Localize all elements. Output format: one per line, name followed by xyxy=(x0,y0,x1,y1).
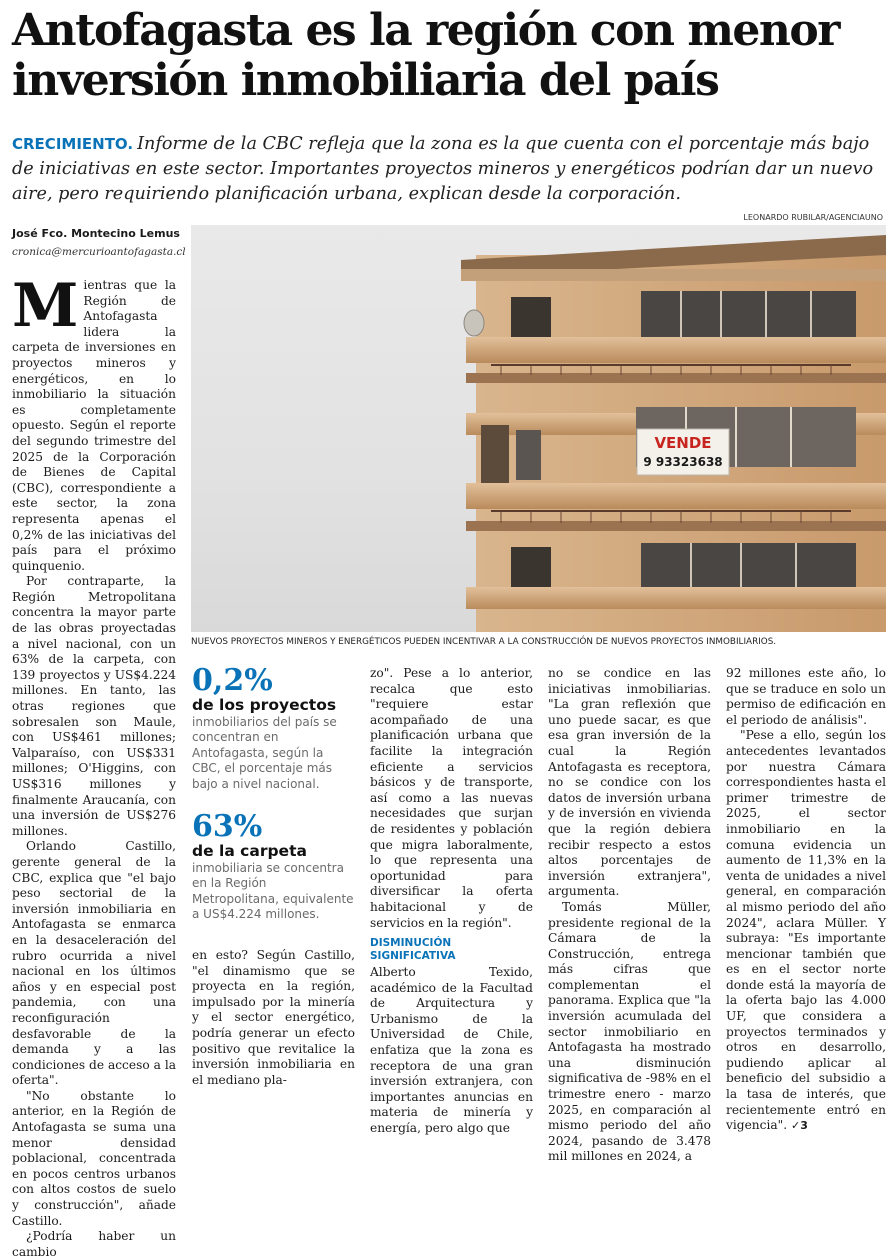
body-column-4 xyxy=(548,666,711,1165)
body-paragraph: no se condice en las iniciativas inmobiliarias. "La gran reflexión que uno puede sacar, es que esa gran inversión de la cual la Región Antofagasta es receptora, no se condice con los datos de inversión urbana y de inversión en vivienda que la región debiera recibir respecto a estos altos porcentajes de inversión extranjera", argumenta. xyxy=(548,666,711,899)
body-paragraph: Alberto Texido, académico de la Facultad de Arquitectura y Urbanismo de la Universidad de Chile, enfatiza que la zona es receptora de una gran inversión extranjera, con importantes anuncias en materia de minería y energía, pero algo que xyxy=(370,965,533,1136)
stat-box-63-percent xyxy=(192,810,355,923)
subhead: DISMINUCIÓN SIGNIFICATIVA xyxy=(370,937,456,963)
byline-author: José Fco. Montecino Lemus xyxy=(12,227,180,240)
headline xyxy=(12,6,882,106)
body-column-5 xyxy=(726,666,886,1134)
body-paragraph: Tomás Müller, presidente regional de la Cámara de la Construcción, entrega más cifras que complementan el panorama. Explica que "la inversión acumulada del sector inmobiliario en Antofagasta ha mostrado una disminución significativa de -98% en el trimestre enero - marzo 2025, en comparación al mismo periodo del año 2024, pasando de 3.478 mil millones en 2024, a xyxy=(548,899,711,1164)
body-paragraph: en esto? Según Castillo, "el dinamismo que se proyecta en la región, impulsado por la minería y el sector energético, podría generar un efecto positivo que revitalice la inversión inmobiliaria en el mediano pla- xyxy=(192,948,355,1087)
stat-value: 0,2% xyxy=(192,663,273,698)
body-paragraph: ¿Podría haber un cambio xyxy=(12,1229,176,1259)
stat-text: de los proyectos inmobiliarios del país se concentran en Antofagasta, según la CBC, el porcentaje más bajo a nivel nacional. xyxy=(192,696,337,791)
body-paragraph: zo". Pese a lo anterior, recalca que esto "requiere estar acompañado de una planificación urbana que facilite la integración eficiente a servicios básicos y de transporte, así como a las nuevas necesidades que surjan de residentes y población que migra laboralmente, lo que representa una oportunidad para diversificar la oferta habitacional y de servicios en la región". xyxy=(370,666,533,930)
dropcap: M xyxy=(12,271,79,341)
photo-caption: NUEVOS PROYECTOS MINEROS Y ENERGÉTICOS PUEDEN INCENTIVAR A LA CONSTRUCCIÓN DE NUEVOS PROYECTOS INMOBILIARIOS. xyxy=(191,637,777,647)
dek-kicker: CRECIMIENTO. xyxy=(12,135,134,153)
body-column-3 xyxy=(370,666,533,1137)
dek-text: Informe de la CBC refleja que la zona es la que cuenta con el porcentaje más bajo de iniciativas en este sector. Importantes proyectos mineros y energéticos podrían dar un nuevo aire, pero requiriendo planificación urbana, explican desde la corporación. xyxy=(12,134,874,204)
byline-email[interactable]: cronica@mercurioantofagasta.cl xyxy=(12,246,186,258)
body-paragraph: "No obstante lo anterior, en la Región de Antofagasta se suma una menor densidad poblacional, concentrada en pocos centros urbanos con altos costos de suelo y construcción", añade Castillo. xyxy=(12,1088,176,1228)
end-mark-icon: ✓3 xyxy=(791,1119,808,1133)
stat-text: de la carpeta inmobiliaria se concentra en la Región Metropolitana, equivalente a US$4.224 millones. xyxy=(192,842,354,921)
body-column-2 xyxy=(192,948,355,1088)
headline-line-2: inversión inmobiliaria del país xyxy=(12,55,719,106)
body-paragraph: 92 millones este año, lo que se traduce en solo un permiso de edificación en el periodo de análisis". xyxy=(726,666,886,727)
body-paragraph: "Pese a ello, según los antecedentes levantados por nuestra Cámara correspondientes hasta el primer trimestre de 2025, el sector inmobiliario en la comuna evidencia un aumento de 11,3% en la venta de unidades a nivel general, en comparación al mismo periodo del año 2024", aclara Müller. Y subraya: "Es importante mencionar también que es en el sector norte donde está la mayoría de la oferta bajo las 4.000 UF, que considera a proyectos terminados y otros en desarrollo, pudiendo aplicar al beneficio del subsidio a la tasa de interés, que recientemente entró en vigencia". ✓3 xyxy=(726,728,886,1133)
sign-title: VENDE xyxy=(654,434,712,452)
body-paragraph: Orlando Castillo, gerente general de la CBC, explica que "el bajo peso sectorial de la inversión inmobiliaria en Antofagasta se enmarca en la desaceleración del rubro ocurrida a nivel nacional en los últimos años y en especial post pandemia, con una reconfiguración desfavorable de la demanda y a las condiciones de acceso a la oferta". xyxy=(12,839,176,1088)
headline-line-1: Antofagasta es la región con menor xyxy=(12,5,839,56)
body-paragraph: Por contraparte, la Región Metropolitana concentra la mayor parte de las obras proyectadas a nivel nacional, con un 63% de la carpeta, con 139 proyectos y US$4.224 millones. En tanto, las otras regiones que sobresalen son Maule, con US$461 millones; Valparaíso, con US$331 millones; O'Higgins, con US$316 millones y finalmente Araucanía, con una inversión de US$276 millones. xyxy=(12,574,176,838)
stat-box-0-2-percent xyxy=(192,664,355,792)
building-illustration xyxy=(191,225,886,632)
sign-phone: 9 93323638 xyxy=(643,455,723,469)
body-column-1 xyxy=(12,271,176,1260)
photo-credit: LEONARDO RUBILAR/AGENCIAUNO xyxy=(743,213,883,222)
article-dek xyxy=(12,132,882,207)
body-paragraph: Mientras que la Región de Antofagasta lidera la carpeta de inversiones en proyectos mineros y energéticos, en lo inmobiliario la situación es completamente opuesto. Según el reporte del segundo trimestre del 2025 de la Corporación de Bienes de Capital (CBC), correspondiente a este sector, la zona representa apenas el 0,2% de las iniciativas del país para el próximo quinquenio. xyxy=(12,271,176,573)
stat-value: 63% xyxy=(192,809,263,844)
article-photo xyxy=(191,225,886,632)
